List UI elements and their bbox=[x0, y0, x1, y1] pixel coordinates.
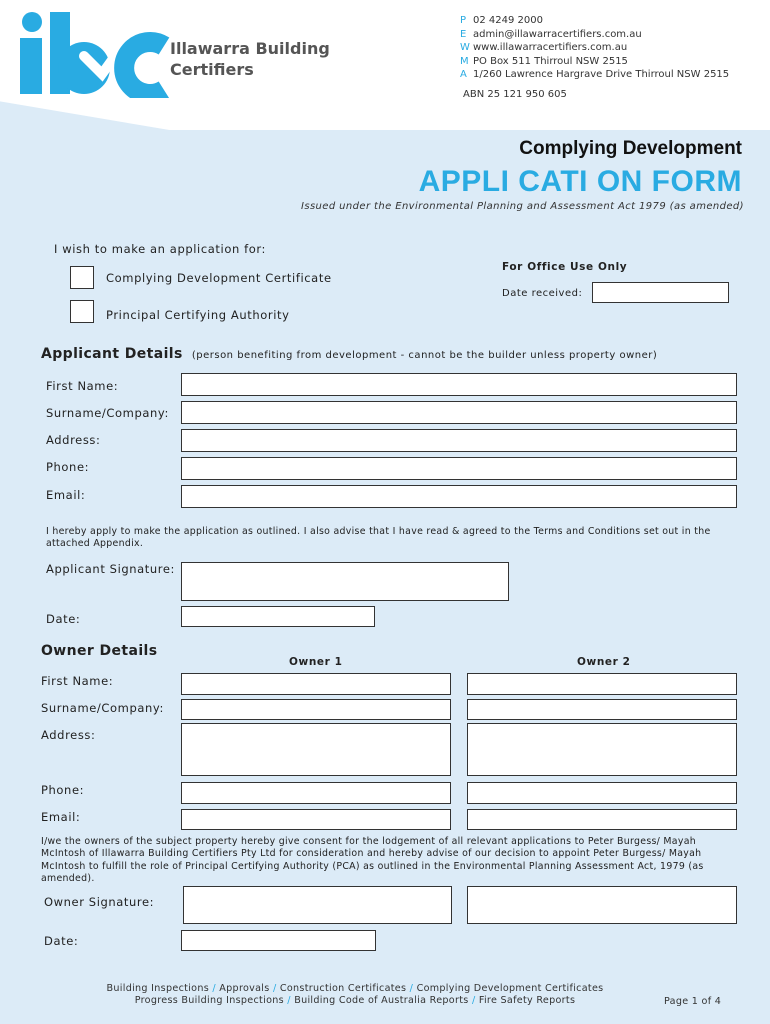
form-subtitle: Issued under the Environmental Planning and Assessment Act 1979 (as amended) bbox=[300, 201, 744, 212]
contact-mail: M PO Box 511 Thirroul NSW 2515 bbox=[460, 55, 628, 67]
owner2-first-name-field[interactable] bbox=[467, 673, 737, 695]
applicant-email-field[interactable] bbox=[181, 485, 737, 508]
applicant-section-header bbox=[41, 343, 657, 362]
ibc-logo-icon bbox=[14, 8, 174, 98]
owner-phone-label: Phone: bbox=[41, 783, 85, 797]
owner1-phone-field[interactable] bbox=[181, 782, 451, 804]
applicant-heading: Applicant Details bbox=[41, 346, 183, 362]
owner-heading: Owner Details bbox=[41, 643, 158, 659]
cdc-checkbox[interactable] bbox=[70, 266, 94, 289]
form-title-line2: APPLI CATI ON FORM bbox=[418, 165, 742, 198]
applicant-surname-label: Surname/Company: bbox=[46, 406, 169, 420]
footer-services bbox=[60, 983, 650, 1006]
applicant-phone-label: Phone: bbox=[46, 460, 90, 474]
logo bbox=[14, 8, 174, 98]
owner2-email-field[interactable] bbox=[467, 809, 737, 830]
applicant-note: (person benefiting from development - cannot be the builder unless property owner) bbox=[191, 350, 658, 361]
abn: ABN 25 121 950 605 bbox=[463, 88, 567, 100]
owner1-column-header: Owner 1 bbox=[289, 656, 343, 668]
page-number: Page 1 of 4 bbox=[664, 996, 722, 1007]
applicant-signature-label: Applicant Signature: bbox=[46, 562, 176, 576]
applicant-address-label: Address: bbox=[46, 433, 101, 447]
applicant-date-label: Date: bbox=[46, 612, 81, 626]
owner1-surname-field[interactable] bbox=[181, 699, 451, 720]
owner2-column-header: Owner 2 bbox=[577, 656, 631, 668]
owner1-email-field[interactable] bbox=[181, 809, 451, 830]
office-use-title: For Office Use Only bbox=[502, 261, 628, 273]
owner-date-label: Date: bbox=[44, 934, 79, 948]
applicant-phone-field[interactable] bbox=[181, 457, 737, 480]
pca-option-label: Principal Certifying Authority bbox=[106, 308, 290, 322]
owner-date-field[interactable] bbox=[181, 930, 376, 951]
applicant-first-name-field[interactable] bbox=[181, 373, 737, 396]
applicant-surname-field[interactable] bbox=[181, 401, 737, 424]
owner2-phone-field[interactable] bbox=[467, 782, 737, 804]
applicant-address-field[interactable] bbox=[181, 429, 737, 452]
applicant-first-name-label: First Name: bbox=[46, 379, 119, 393]
owner-signature-label: Owner Signature: bbox=[44, 895, 155, 909]
contact-block bbox=[460, 14, 729, 101]
contact-phone: P 02 4249 2000 bbox=[460, 15, 543, 26]
applicant-declaration: I hereby apply to make the application as outlined. I also advise that I have read & agreed to the Terms and Conditions set out in the attached Appendix. bbox=[46, 526, 711, 550]
application-intro: I wish to make an application for: bbox=[54, 242, 266, 256]
company-name bbox=[170, 38, 330, 80]
owner-surname-label: Surname/Company: bbox=[41, 701, 164, 715]
date-received-field[interactable] bbox=[592, 282, 729, 303]
owner-address-label: Address: bbox=[41, 728, 96, 742]
owner2-signature-field[interactable] bbox=[467, 886, 737, 924]
contact-website[interactable]: W www.illawarracertifiers.com.au bbox=[460, 42, 628, 53]
applicant-date-field[interactable] bbox=[181, 606, 375, 627]
owner-consent: I/we the owners of the subject property hereby give consent for the lodgement of all relevant applications to Peter Burgess/ Mayah McIntosh of Illawarra Building Certifiers Pty Ltd for consideration and hereby advise of our decision to appoint Peter Burgess/ Mayah McIntosh to fulfill the role of Principal Certifying Authority (PCA) as outlined in the Environmental Planning Assessment Act, 1979 (as amended). bbox=[41, 836, 704, 884]
owner2-address-field[interactable] bbox=[467, 723, 737, 776]
footer-line1: Building Inspections / Approvals / Construction Certificates / Complying Development Certificates bbox=[106, 983, 604, 994]
owner-email-label: Email: bbox=[41, 810, 81, 824]
pca-checkbox[interactable] bbox=[70, 300, 94, 323]
form-title-line1: Complying Development bbox=[519, 138, 742, 159]
company-name-line1: Illawarra Building bbox=[170, 39, 330, 58]
company-name-line2: Certifiers bbox=[170, 60, 254, 79]
applicant-email-label: Email: bbox=[46, 488, 86, 502]
date-received-label: Date received: bbox=[502, 288, 583, 299]
owner1-first-name-field[interactable] bbox=[181, 673, 451, 695]
owner1-address-field[interactable] bbox=[181, 723, 451, 776]
contact-address: A 1/260 Lawrence Hargrave Drive Thirroul NSW 2515 bbox=[460, 69, 730, 80]
owner2-surname-field[interactable] bbox=[467, 699, 737, 720]
applicant-signature-field[interactable] bbox=[181, 562, 509, 601]
contact-email[interactable]: E admin@illawarracertifiers.com.au bbox=[460, 28, 642, 40]
footer-line2: Progress Building Inspections / Building Code of Australia Reports / Fire Safety Reports bbox=[134, 995, 576, 1006]
cdc-option-label: Complying Development Certificate bbox=[106, 271, 332, 285]
owner-first-name-label: First Name: bbox=[41, 674, 114, 688]
owner1-signature-field[interactable] bbox=[183, 886, 452, 924]
